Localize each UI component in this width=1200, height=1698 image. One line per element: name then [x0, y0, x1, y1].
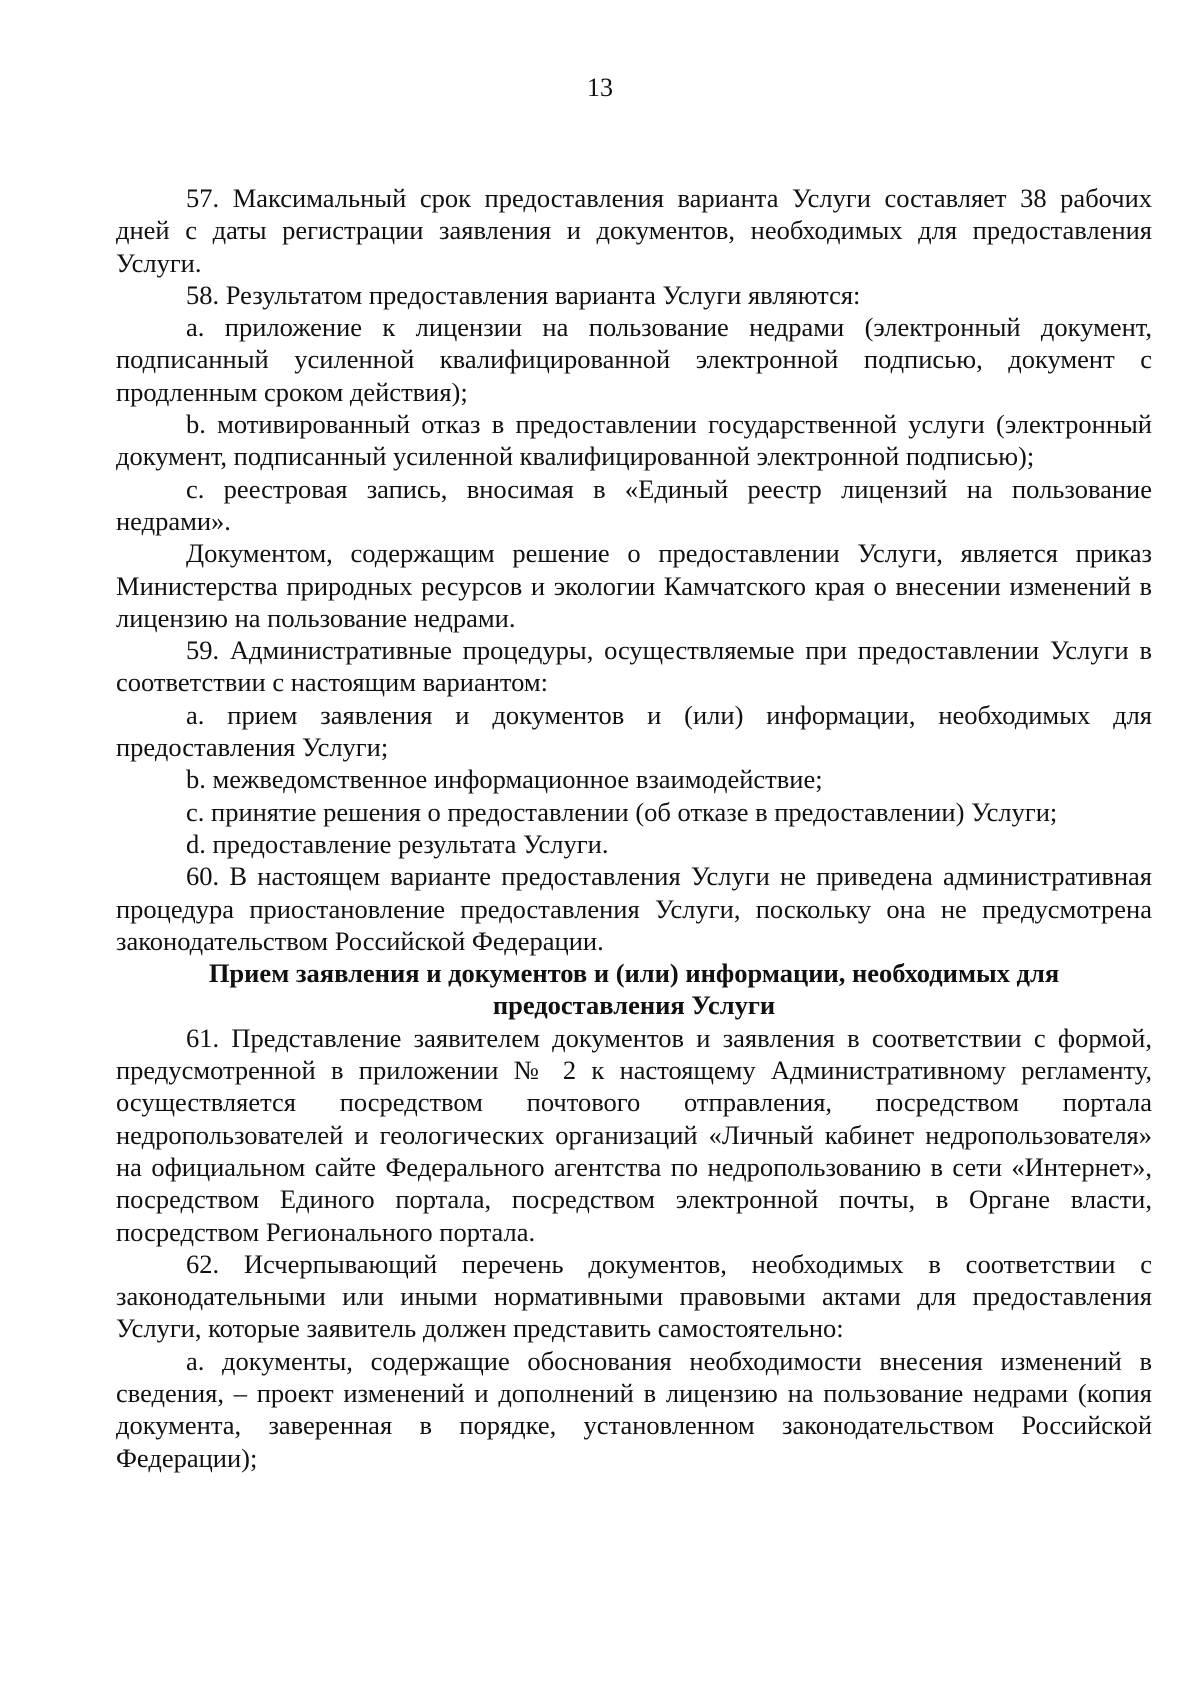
document-body [116, 182, 1152, 1474]
paragraph-58-a: a. приложение к лицензии на пользование недрами (электронный документ, подписанный усиленной квалифицированной электронной подписью, документ с продленным сроком действия); [116, 312, 1152, 407]
paragraph-59-b: b. межведомственное информационное взаимодействие; [186, 764, 823, 795]
paragraph-58-b: b. мотивированный отказ в предоставлении государственной услуги (электронный документ, подписанный усиленной квалифицированной электронной подписью); [116, 409, 1152, 472]
paragraph-62: 62. Исчерпывающий перечень документов, необходимых в соответствии с законодательными или иными нормативными правовыми актами для предоставления Услуги, которые заявитель должен представить самостоятельно: [116, 1248, 1152, 1344]
paragraph-58-c: c. реестровая запись, вносимая в «Единый реестр лицензий на пользование недрами». [116, 473, 1152, 536]
paragraph-60: 60. В настоящем варианте предоставления Услуги не приведена административная процедура приостановление предоставления Услуги, поскольку она не предусмотрена законодательством Российской Федерации. [116, 861, 1152, 956]
paragraph-59: 59. Административные процедуры, осуществляемые при предоставлении Услуги в соответствии с настоящим вариантом: [116, 635, 1152, 698]
paragraph-62-a: a. документы, содержащие обоснования необходимости внесения изменений в сведения, – проект изменений и дополнений в лицензию на пользование недрами (копия документа, заверенная в порядке, установленном законодательством Российской Федерации); [116, 1345, 1152, 1473]
section-heading: Прием заявления и документов и (или) информации, необходимых для предоставления Услуги [208, 958, 1060, 1021]
page-number: 13 [587, 73, 613, 102]
paragraph-57: 57. Максимальный срок предоставления варианта Услуги составляет 38 рабочих дней с даты регистрации заявления и документов, необходимых для предоставления Услуги. [116, 183, 1152, 278]
paragraph-61: 61. Представление заявителем документов и заявления в соответствии с формой, предусмотренной в приложении № 2 к настоящему Административному регламенту, осуществляется посредством почтового отправления, посредством портала недропользователей и геологических организаций «Личный кабинет недропользователя» на официальном сайте Федерального агентства по недропользованию в сети «Интернет», посредством Единого портала, посредством электронной почты, в Органе власти, посредством Регионального портала. [116, 1022, 1152, 1247]
paragraph-59-a: a. прием заявления и документов и (или) информации, необходимых для предоставления Услуги; [116, 699, 1152, 763]
paragraph-59-d: d. предоставление результата Услуги. [186, 828, 609, 859]
paragraph-59-c: c. принятие решения о предоставлении (об отказе в предоставлении) Услуги; [186, 796, 1058, 827]
paragraph-58-decision-document: Документом, содержащим решение о предоставлении Услуги, является приказ Министерства природных ресурсов и экологии Камчатского края о внесении изменений в лицензию на пользование недрами. [116, 538, 1152, 633]
paragraph-58: 58. Результатом предоставления варианта Услуги являются: [186, 279, 861, 310]
